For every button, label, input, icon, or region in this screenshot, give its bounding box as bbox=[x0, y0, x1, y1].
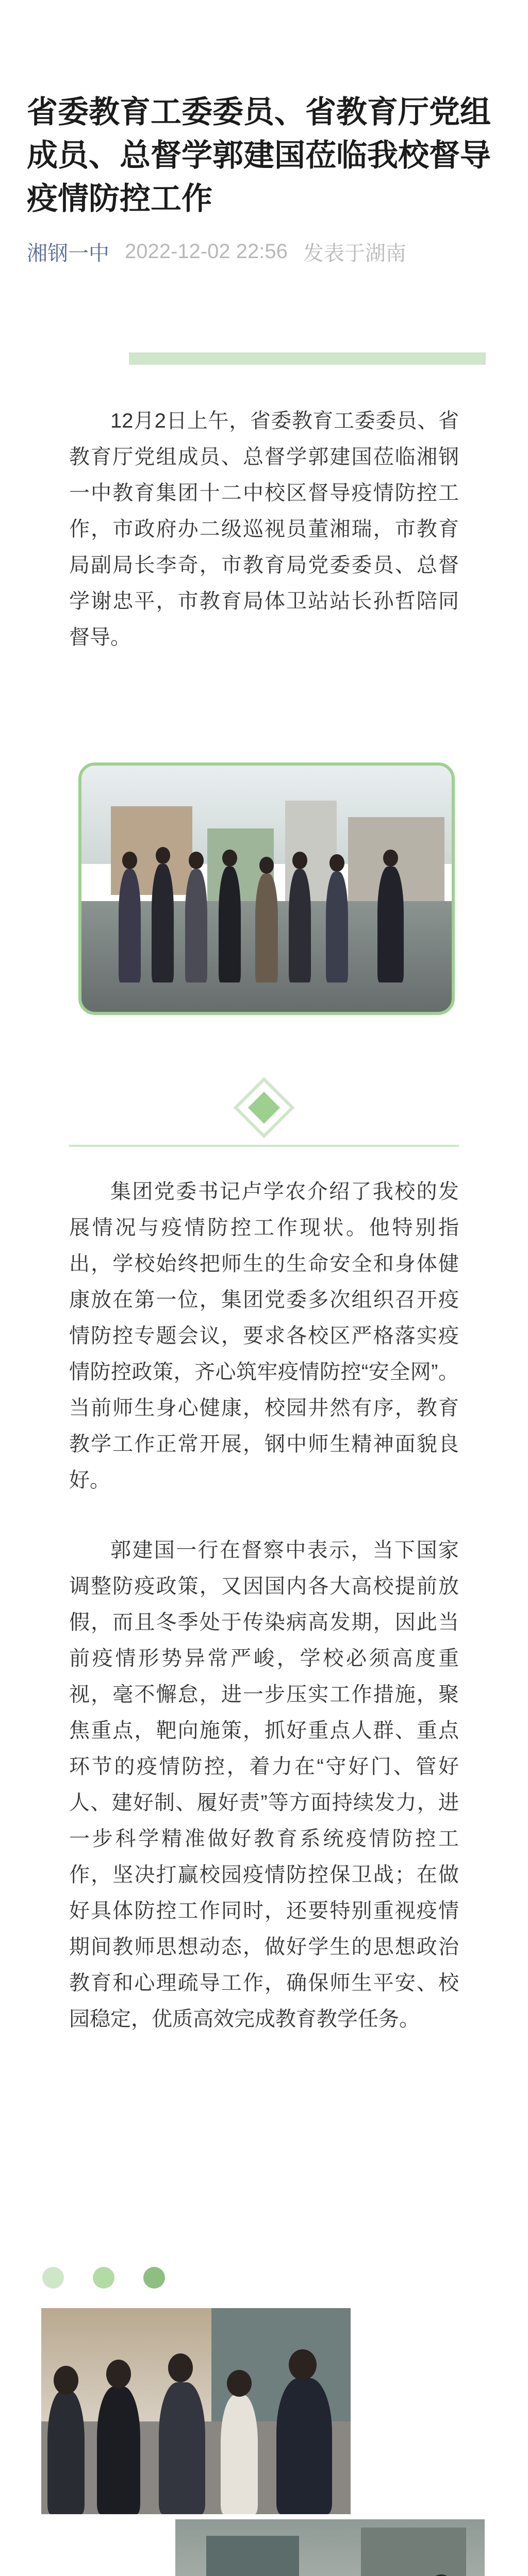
decorative-line-mid bbox=[69, 1145, 459, 1147]
dot-icon bbox=[93, 2267, 114, 2289]
paragraph-introduction: 集团党委书记卢学农介绍了我校的发展情况与疫情防控工作现状。他特别指出，学校始终把师生的生命安全和身体健康放在第一位，集团党委多次组织召开疫情防控专题会议，要求各校区严格落实疫情防控政策，齐心筑牢疫情防控“安全网”。当前师生身心健康，校园井然有序，教育教学工作正常开展，钢中师生精神面貌良好。 bbox=[69, 1180, 459, 1492]
paragraph-inspection: 郭建国一行在督察中表示，当下国家调整防疫政策，又因国内各大高校提前放假，而且冬季处于传染病高发期，因此当前疫情形势异常严峻，学校必须高度重视，毫不懈怠，进一步压实工作措施，聚焦重点，靶向施策，抓好重点人群、重点环节的疫情防控，着力在“守好门、管好人、建好制、履好责”等方面持续发力，进一步科学精准做好教育系统疫情防控工作，坚决打赢校园疫情防控保卫战；在做好具体防控工作同时，还要特别重视疫情期间教师思想动态，做好学生的思想政治教育和心理疏导工作，确保师生平安、校园稳定，优质高效完成教育教学任务。 bbox=[69, 1539, 459, 2030]
photo-meeting-1 bbox=[41, 2308, 351, 2514]
account-name-link[interactable]: 湘钢一中 bbox=[27, 242, 109, 265]
article-meta bbox=[27, 237, 406, 266]
diamond-ornament-icon bbox=[233, 1077, 295, 1149]
dot-icon bbox=[42, 2267, 64, 2289]
decorative-dots bbox=[42, 2267, 165, 2289]
publish-time: 2022-12-02 22:56 bbox=[125, 240, 288, 263]
article-title: 省委教育工委委员、省教育厅党组成员、总督学郭建国莅临我校督导疫情防控工作 bbox=[27, 95, 491, 216]
photo-meeting-2 bbox=[175, 2519, 485, 2576]
photo-inspection-group bbox=[78, 762, 455, 1015]
publish-location: 发表于湖南 bbox=[303, 242, 406, 265]
photo-scene bbox=[81, 766, 452, 1012]
decorative-bar-top bbox=[129, 352, 486, 365]
dot-icon bbox=[143, 2267, 165, 2289]
paragraph-intro: 12月2日上午，省委教育工委委员、省教育厅党组成员、总督学郭建国莅临湘钢一中教育集团十二中校区督导疫情防控工作，市政府办二级巡视员董湘瑞，市教育局副局长李奇，市教育局党委委员、总督学谢忠平，市教育局体卫站站长孙哲陪同督导。 bbox=[69, 410, 459, 649]
